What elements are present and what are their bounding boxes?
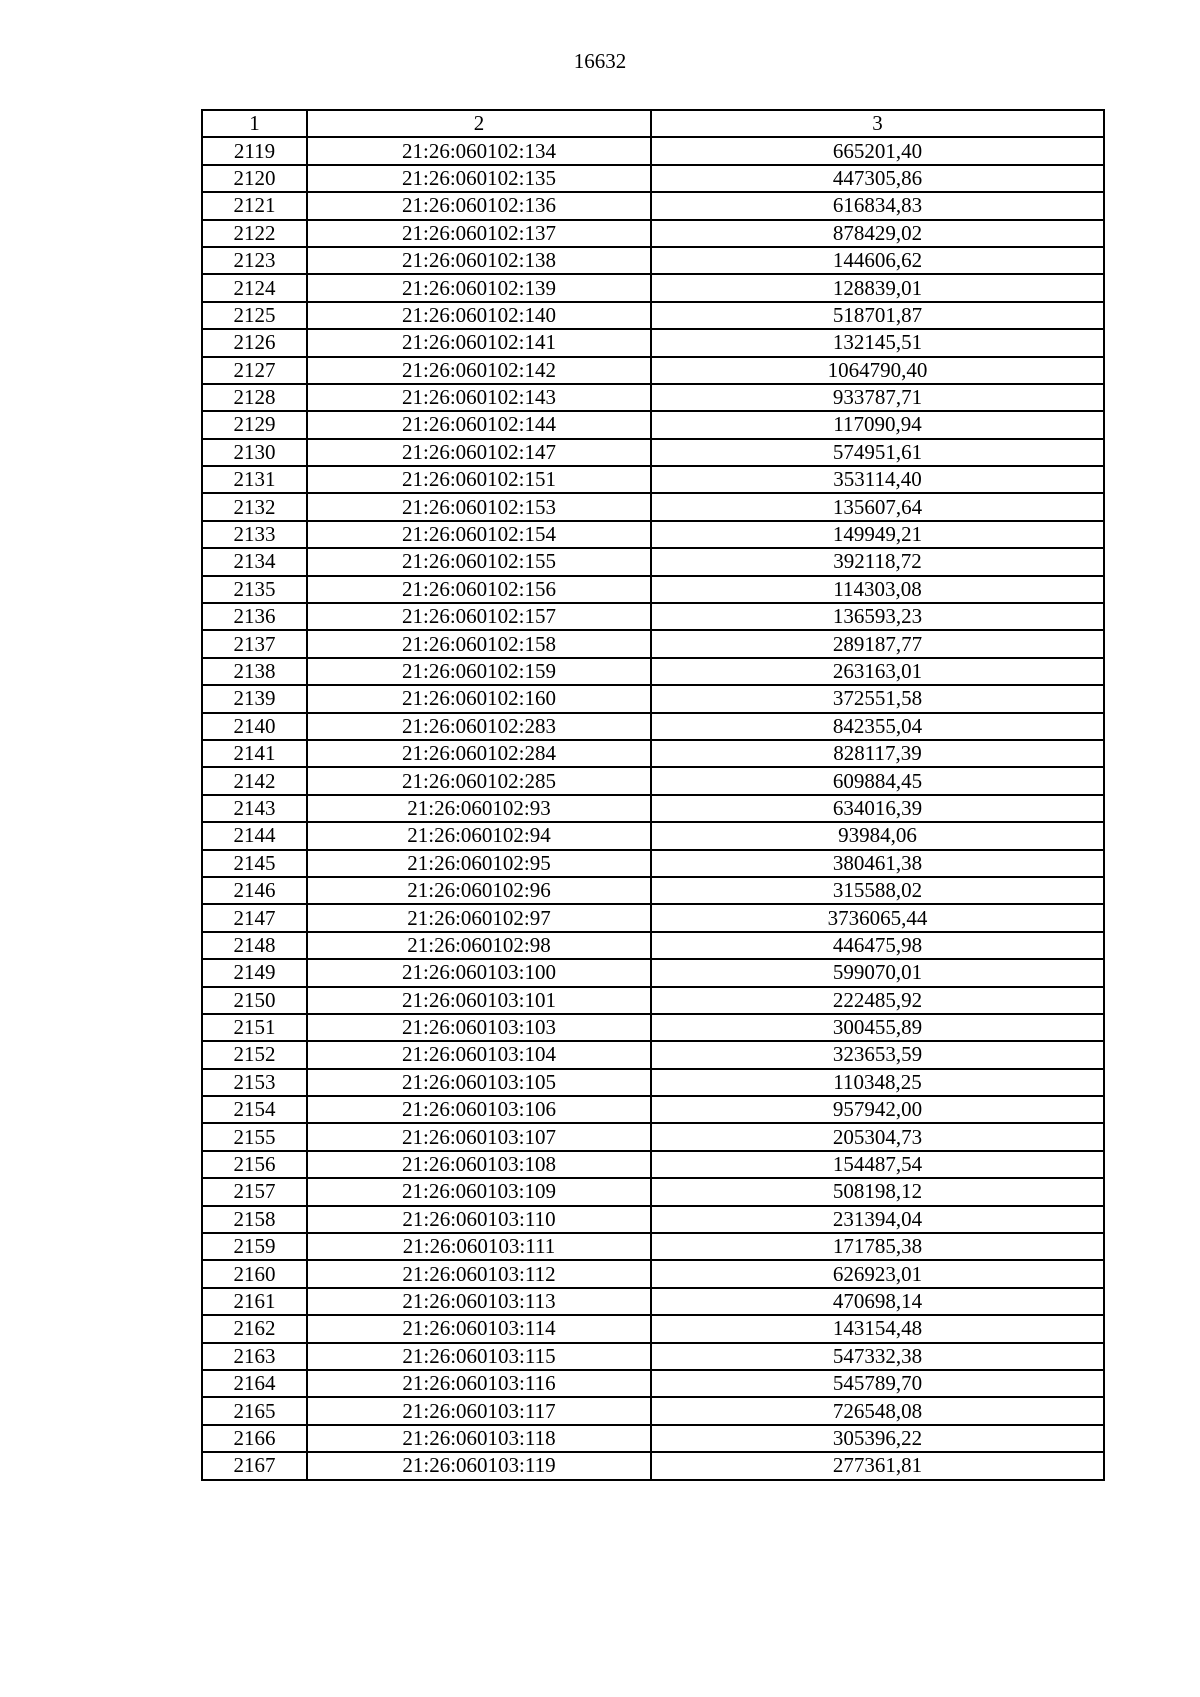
value-cell: 135607,64 bbox=[651, 493, 1104, 520]
cadastral-number-cell: 21:26:060102:285 bbox=[307, 767, 651, 794]
value-cell: 132145,51 bbox=[651, 329, 1104, 356]
value-cell: 933787,71 bbox=[651, 384, 1104, 411]
row-number-cell: 2127 bbox=[202, 357, 307, 384]
row-number-cell: 2160 bbox=[202, 1260, 307, 1287]
row-number-cell: 2166 bbox=[202, 1425, 307, 1452]
row-number-cell: 2163 bbox=[202, 1343, 307, 1370]
table-row bbox=[202, 165, 1104, 192]
row-number-cell: 2123 bbox=[202, 247, 307, 274]
value-cell: 289187,77 bbox=[651, 630, 1104, 657]
table-row bbox=[202, 1260, 1104, 1287]
row-number-cell: 2156 bbox=[202, 1151, 307, 1178]
value-cell: 143154,48 bbox=[651, 1315, 1104, 1342]
table-row bbox=[202, 302, 1104, 329]
row-number-cell: 2153 bbox=[202, 1069, 307, 1096]
cadastral-number-cell: 21:26:060103:114 bbox=[307, 1315, 651, 1342]
table-row bbox=[202, 1315, 1104, 1342]
table-row bbox=[202, 959, 1104, 986]
row-number-cell: 2135 bbox=[202, 576, 307, 603]
value-cell: 117090,94 bbox=[651, 411, 1104, 438]
row-number-cell: 2165 bbox=[202, 1397, 307, 1424]
value-cell: 878429,02 bbox=[651, 220, 1104, 247]
value-cell: 3736065,44 bbox=[651, 904, 1104, 931]
cadastral-number-cell: 21:26:060102:154 bbox=[307, 521, 651, 548]
cadastral-number-cell: 21:26:060102:95 bbox=[307, 850, 651, 877]
row-number-cell: 2124 bbox=[202, 274, 307, 301]
column-header-2: 2 bbox=[307, 110, 651, 137]
cadastral-number-cell: 21:26:060102:153 bbox=[307, 493, 651, 520]
cadastral-number-cell: 21:26:060103:103 bbox=[307, 1014, 651, 1041]
cadastral-number-cell: 21:26:060103:116 bbox=[307, 1370, 651, 1397]
table-row bbox=[202, 466, 1104, 493]
row-number-cell: 2131 bbox=[202, 466, 307, 493]
value-cell: 446475,98 bbox=[651, 932, 1104, 959]
row-number-cell: 2134 bbox=[202, 548, 307, 575]
value-cell: 547332,38 bbox=[651, 1343, 1104, 1370]
cadastral-number-cell: 21:26:060102:93 bbox=[307, 795, 651, 822]
value-cell: 726548,08 bbox=[651, 1397, 1104, 1424]
row-number-cell: 2128 bbox=[202, 384, 307, 411]
row-number-cell: 2158 bbox=[202, 1206, 307, 1233]
row-number-cell: 2119 bbox=[202, 137, 307, 164]
cadastral-number-cell: 21:26:060103:111 bbox=[307, 1233, 651, 1260]
cadastral-number-cell: 21:26:060102:158 bbox=[307, 630, 651, 657]
table-row bbox=[202, 877, 1104, 904]
cadastral-number-cell: 21:26:060102:283 bbox=[307, 713, 651, 740]
row-number-cell: 2141 bbox=[202, 740, 307, 767]
cadastral-number-cell: 21:26:060102:284 bbox=[307, 740, 651, 767]
table-row bbox=[202, 1206, 1104, 1233]
cadastral-number-cell: 21:26:060103:112 bbox=[307, 1260, 651, 1287]
cadastral-number-cell: 21:26:060102:139 bbox=[307, 274, 651, 301]
value-cell: 518701,87 bbox=[651, 302, 1104, 329]
value-cell: 110348,25 bbox=[651, 1069, 1104, 1096]
value-cell: 599070,01 bbox=[651, 959, 1104, 986]
value-cell: 114303,08 bbox=[651, 576, 1104, 603]
row-number-cell: 2129 bbox=[202, 411, 307, 438]
cadastral-number-cell: 21:26:060102:160 bbox=[307, 685, 651, 712]
value-cell: 93984,06 bbox=[651, 822, 1104, 849]
row-number-cell: 2140 bbox=[202, 713, 307, 740]
row-number-cell: 2167 bbox=[202, 1452, 307, 1479]
cadastral-number-cell: 21:26:060102:147 bbox=[307, 439, 651, 466]
cadastral-number-cell: 21:26:060103:117 bbox=[307, 1397, 651, 1424]
value-cell: 154487,54 bbox=[651, 1151, 1104, 1178]
cadastral-number-cell: 21:26:060102:97 bbox=[307, 904, 651, 931]
table-row bbox=[202, 1425, 1104, 1452]
table-row bbox=[202, 1096, 1104, 1123]
value-cell: 263163,01 bbox=[651, 658, 1104, 685]
table-row bbox=[202, 685, 1104, 712]
table-row bbox=[202, 274, 1104, 301]
table-row bbox=[202, 603, 1104, 630]
row-number-cell: 2142 bbox=[202, 767, 307, 794]
cadastral-number-cell: 21:26:060102:137 bbox=[307, 220, 651, 247]
table-row bbox=[202, 1014, 1104, 1041]
row-number-cell: 2139 bbox=[202, 685, 307, 712]
value-cell: 300455,89 bbox=[651, 1014, 1104, 1041]
cadastral-number-cell: 21:26:060103:100 bbox=[307, 959, 651, 986]
cadastral-number-cell: 21:26:060102:155 bbox=[307, 548, 651, 575]
cadastral-number-cell: 21:26:060102:138 bbox=[307, 247, 651, 274]
value-cell: 205304,73 bbox=[651, 1123, 1104, 1150]
table-row bbox=[202, 1397, 1104, 1424]
table-row bbox=[202, 220, 1104, 247]
value-cell: 372551,58 bbox=[651, 685, 1104, 712]
row-number-cell: 2121 bbox=[202, 192, 307, 219]
cadastral-number-cell: 21:26:060103:101 bbox=[307, 987, 651, 1014]
value-cell: 447305,86 bbox=[651, 165, 1104, 192]
value-cell: 222485,92 bbox=[651, 987, 1104, 1014]
cadastral-number-cell: 21:26:060102:144 bbox=[307, 411, 651, 438]
registry-table bbox=[201, 109, 1105, 1481]
cadastral-number-cell: 21:26:060103:110 bbox=[307, 1206, 651, 1233]
table-row bbox=[202, 1151, 1104, 1178]
row-number-cell: 2150 bbox=[202, 987, 307, 1014]
table-row bbox=[202, 904, 1104, 931]
cadastral-number-cell: 21:26:060102:96 bbox=[307, 877, 651, 904]
cadastral-number-cell: 21:26:060103:107 bbox=[307, 1123, 651, 1150]
cadastral-number-cell: 21:26:060103:109 bbox=[307, 1178, 651, 1205]
value-cell: 128839,01 bbox=[651, 274, 1104, 301]
row-number-cell: 2154 bbox=[202, 1096, 307, 1123]
value-cell: 380461,38 bbox=[651, 850, 1104, 877]
table-row bbox=[202, 1041, 1104, 1068]
table-row bbox=[202, 1370, 1104, 1397]
row-number-cell: 2138 bbox=[202, 658, 307, 685]
value-cell: 1064790,40 bbox=[651, 357, 1104, 384]
value-cell: 231394,04 bbox=[651, 1206, 1104, 1233]
value-cell: 277361,81 bbox=[651, 1452, 1104, 1479]
value-cell: 574951,61 bbox=[651, 439, 1104, 466]
value-cell: 545789,70 bbox=[651, 1370, 1104, 1397]
value-cell: 323653,59 bbox=[651, 1041, 1104, 1068]
row-number-cell: 2126 bbox=[202, 329, 307, 356]
row-number-cell: 2133 bbox=[202, 521, 307, 548]
value-cell: 508198,12 bbox=[651, 1178, 1104, 1205]
row-number-cell: 2155 bbox=[202, 1123, 307, 1150]
table-row bbox=[202, 1123, 1104, 1150]
table-row bbox=[202, 1233, 1104, 1260]
table-row bbox=[202, 1288, 1104, 1315]
row-number-cell: 2136 bbox=[202, 603, 307, 630]
cadastral-number-cell: 21:26:060102:94 bbox=[307, 822, 651, 849]
table-row bbox=[202, 713, 1104, 740]
table-header-row bbox=[202, 110, 1104, 137]
value-cell: 634016,39 bbox=[651, 795, 1104, 822]
table-row bbox=[202, 192, 1104, 219]
row-number-cell: 2162 bbox=[202, 1315, 307, 1342]
cadastral-number-cell: 21:26:060103:104 bbox=[307, 1041, 651, 1068]
value-cell: 305396,22 bbox=[651, 1425, 1104, 1452]
value-cell: 828117,39 bbox=[651, 740, 1104, 767]
row-number-cell: 2152 bbox=[202, 1041, 307, 1068]
table-row bbox=[202, 822, 1104, 849]
cadastral-number-cell: 21:26:060102:98 bbox=[307, 932, 651, 959]
table-row bbox=[202, 493, 1104, 520]
value-cell: 353114,40 bbox=[651, 466, 1104, 493]
table-row bbox=[202, 247, 1104, 274]
page-number: 16632 bbox=[573, 49, 627, 73]
table-body bbox=[202, 110, 1104, 1480]
row-number-cell: 2137 bbox=[202, 630, 307, 657]
cadastral-number-cell: 21:26:060103:115 bbox=[307, 1343, 651, 1370]
value-cell: 616834,83 bbox=[651, 192, 1104, 219]
cadastral-number-cell: 21:26:060103:105 bbox=[307, 1069, 651, 1096]
table-row bbox=[202, 548, 1104, 575]
row-number-cell: 2161 bbox=[202, 1288, 307, 1315]
column-header-3: 3 bbox=[651, 110, 1104, 137]
row-number-cell: 2164 bbox=[202, 1370, 307, 1397]
table-row bbox=[202, 767, 1104, 794]
value-cell: 665201,40 bbox=[651, 137, 1104, 164]
table-row bbox=[202, 1343, 1104, 1370]
value-cell: 609884,45 bbox=[651, 767, 1104, 794]
table-row bbox=[202, 384, 1104, 411]
table-row bbox=[202, 795, 1104, 822]
cadastral-number-cell: 21:26:060103:113 bbox=[307, 1288, 651, 1315]
table-row bbox=[202, 576, 1104, 603]
table-row bbox=[202, 932, 1104, 959]
row-number-cell: 2159 bbox=[202, 1233, 307, 1260]
row-number-cell: 2122 bbox=[202, 220, 307, 247]
table-row bbox=[202, 329, 1104, 356]
row-number-cell: 2125 bbox=[202, 302, 307, 329]
row-number-cell: 2157 bbox=[202, 1178, 307, 1205]
row-number-cell: 2144 bbox=[202, 822, 307, 849]
table-row bbox=[202, 137, 1104, 164]
value-cell: 149949,21 bbox=[651, 521, 1104, 548]
value-cell: 957942,00 bbox=[651, 1096, 1104, 1123]
table-row bbox=[202, 1452, 1104, 1479]
value-cell: 144606,62 bbox=[651, 247, 1104, 274]
value-cell: 171785,38 bbox=[651, 1233, 1104, 1260]
row-number-cell: 2151 bbox=[202, 1014, 307, 1041]
cadastral-number-cell: 21:26:060102:134 bbox=[307, 137, 651, 164]
row-number-cell: 2148 bbox=[202, 932, 307, 959]
cadastral-number-cell: 21:26:060103:118 bbox=[307, 1425, 651, 1452]
row-number-cell: 2146 bbox=[202, 877, 307, 904]
cadastral-number-cell: 21:26:060102:135 bbox=[307, 165, 651, 192]
column-header-1: 1 bbox=[202, 110, 307, 137]
cadastral-number-cell: 21:26:060102:136 bbox=[307, 192, 651, 219]
table-row bbox=[202, 987, 1104, 1014]
cadastral-number-cell: 21:26:060102:151 bbox=[307, 466, 651, 493]
table-row bbox=[202, 630, 1104, 657]
cadastral-number-cell: 21:26:060102:141 bbox=[307, 329, 651, 356]
table-row bbox=[202, 521, 1104, 548]
value-cell: 136593,23 bbox=[651, 603, 1104, 630]
cadastral-number-cell: 21:26:060103:108 bbox=[307, 1151, 651, 1178]
table-row bbox=[202, 850, 1104, 877]
row-number-cell: 2132 bbox=[202, 493, 307, 520]
table-row bbox=[202, 439, 1104, 466]
row-number-cell: 2149 bbox=[202, 959, 307, 986]
value-cell: 626923,01 bbox=[651, 1260, 1104, 1287]
cadastral-number-cell: 21:26:060103:106 bbox=[307, 1096, 651, 1123]
cadastral-number-cell: 21:26:060102:159 bbox=[307, 658, 651, 685]
value-cell: 315588,02 bbox=[651, 877, 1104, 904]
table-row bbox=[202, 1069, 1104, 1096]
value-cell: 470698,14 bbox=[651, 1288, 1104, 1315]
cadastral-number-cell: 21:26:060102:143 bbox=[307, 384, 651, 411]
row-number-cell: 2143 bbox=[202, 795, 307, 822]
row-number-cell: 2130 bbox=[202, 439, 307, 466]
value-cell: 842355,04 bbox=[651, 713, 1104, 740]
table-row bbox=[202, 740, 1104, 767]
cadastral-number-cell: 21:26:060103:119 bbox=[307, 1452, 651, 1479]
row-number-cell: 2147 bbox=[202, 904, 307, 931]
table-row bbox=[202, 1178, 1104, 1205]
row-number-cell: 2145 bbox=[202, 850, 307, 877]
cadastral-number-cell: 21:26:060102:157 bbox=[307, 603, 651, 630]
cadastral-number-cell: 21:26:060102:140 bbox=[307, 302, 651, 329]
table-row bbox=[202, 658, 1104, 685]
value-cell: 392118,72 bbox=[651, 548, 1104, 575]
cadastral-number-cell: 21:26:060102:156 bbox=[307, 576, 651, 603]
cadastral-number-cell: 21:26:060102:142 bbox=[307, 357, 651, 384]
table-row bbox=[202, 411, 1104, 438]
row-number-cell: 2120 bbox=[202, 165, 307, 192]
table-row bbox=[202, 357, 1104, 384]
